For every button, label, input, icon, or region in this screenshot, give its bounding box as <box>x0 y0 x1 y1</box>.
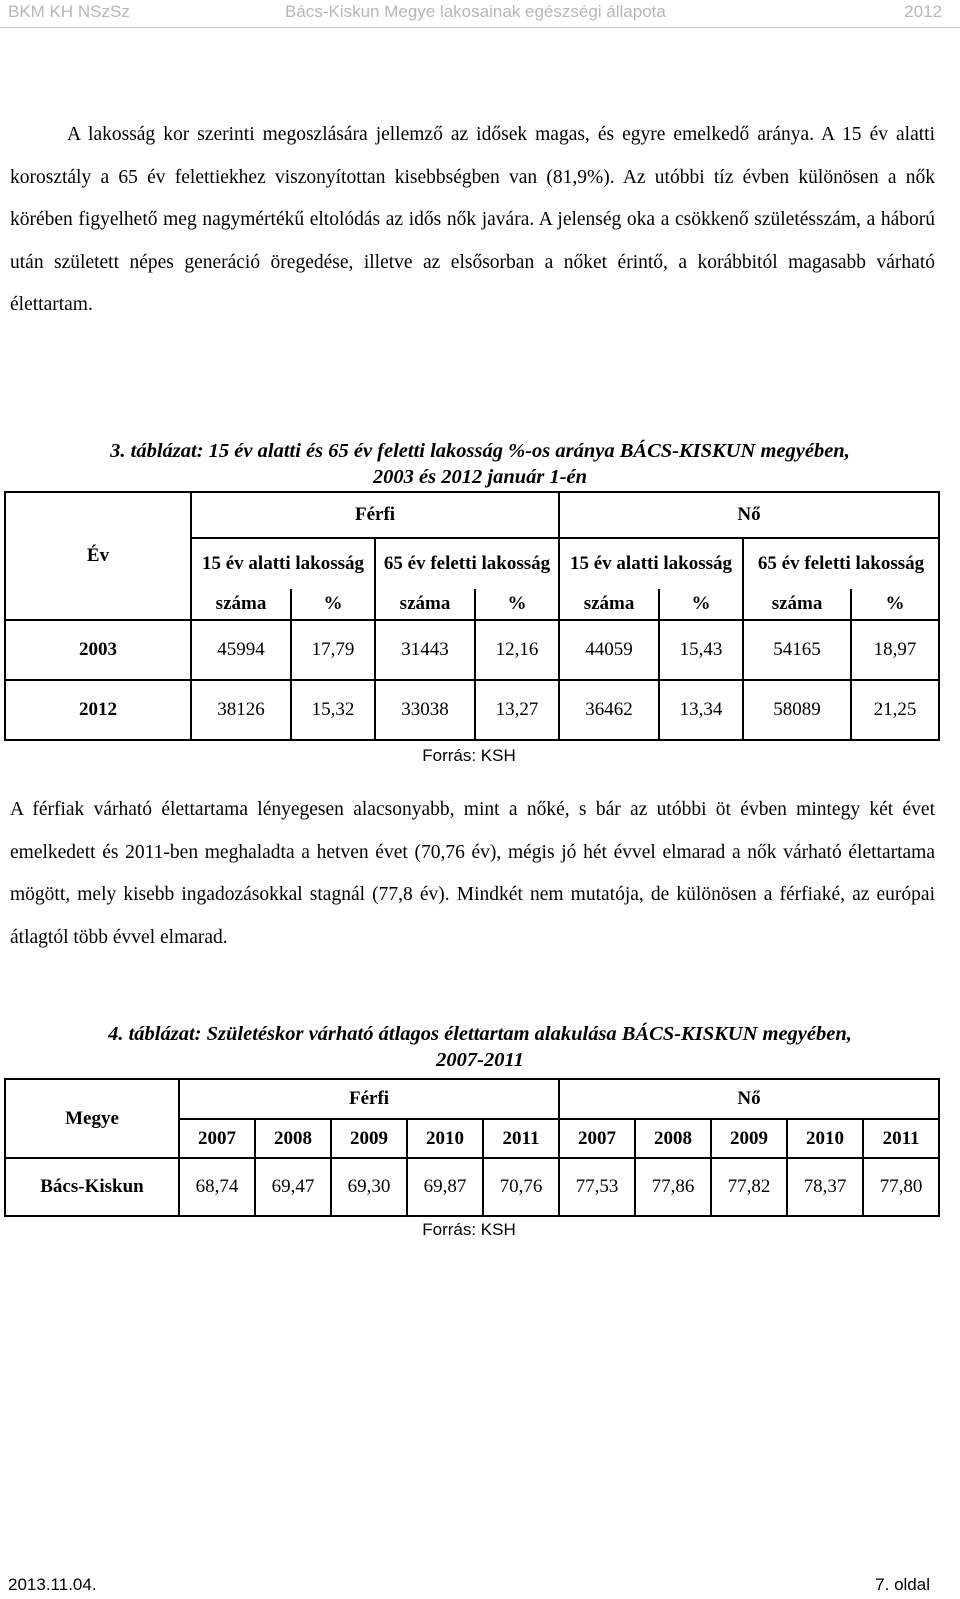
footer-page-number: 7. oldal <box>875 1575 930 1594</box>
paragraph-life-expectancy: A férfiak várható élettartama lényegesen alacsonyabb, mint a nőké, s bár az utóbbi öt évben mintegy két évet emelkedett és 2011-ben meghaladta a hetven évet (70,76 év), mégis jó hét évvel elmarad a nők várható élettartama mögött, mely kisebb ingadozásokkal stagnál (77,8 év). Mindkét nem mutatója, de különösen a férfiaké, az európai átlagtól több évvel elmarad. <box>10 799 935 948</box>
table-cell: 13,34 <box>659 680 743 740</box>
table-cell: 38126 <box>191 680 291 740</box>
table-cell: 31443 <box>375 620 475 680</box>
table-row <box>5 620 939 680</box>
table4-year-header: 2010 <box>787 1119 863 1158</box>
table4-source: Forrás: KSH <box>422 1220 516 1239</box>
table-cell: 69,30 <box>331 1158 407 1216</box>
table3-header-male: Férfi <box>191 492 559 538</box>
table4-year-header: 2009 <box>711 1119 787 1158</box>
table3-unit-count: száma <box>375 589 475 620</box>
table3-unit-pct: % <box>659 589 743 620</box>
table-cell: 69,87 <box>407 1158 483 1216</box>
footer-date: 2013.11.04. <box>8 1575 97 1594</box>
table3-sub-male-under15: 15 év alatti lakosság <box>191 538 375 589</box>
page-header <box>0 0 960 28</box>
table-row <box>5 680 939 740</box>
table-row <box>5 1158 939 1216</box>
table3-caption <box>0 438 960 490</box>
table3-unit-count: száma <box>743 589 851 620</box>
table4-year-header: 2008 <box>635 1119 711 1158</box>
table3-caption-line1: 3. táblázat: 15 év alatti és 65 év feletti lakosság %-os aránya BÁCS-KISKUN megyében, <box>110 440 850 462</box>
table3-header-female: Nő <box>559 492 939 538</box>
table4-header-female: Nő <box>559 1079 939 1119</box>
table4-header-male: Férfi <box>179 1079 559 1119</box>
table3-sub-male-over65: 65 év feletti lakosság <box>375 538 559 589</box>
table-cell: 18,97 <box>851 620 939 680</box>
table-cell: 58089 <box>743 680 851 740</box>
table4-year-header: 2011 <box>483 1119 559 1158</box>
table3-sub-female-under15: 15 év alatti lakosság <box>559 538 743 589</box>
table-cell: 17,79 <box>291 620 375 680</box>
table-cell: 15,32 <box>291 680 375 740</box>
table-cell: 21,25 <box>851 680 939 740</box>
table-cell: 54165 <box>743 620 851 680</box>
table-cell: 12,16 <box>475 620 559 680</box>
table-cell: 68,74 <box>179 1158 255 1216</box>
table4-year-header: 2007 <box>559 1119 635 1158</box>
table3-unit-count: száma <box>191 589 291 620</box>
table3-unit-count: száma <box>559 589 659 620</box>
table-cell: 36462 <box>559 680 659 740</box>
table-cell: 15,43 <box>659 620 743 680</box>
table3-caption-line2: 2003 és 2012 január 1-én <box>372 466 588 488</box>
table-cell: 13,27 <box>475 680 559 740</box>
table4-header-county: Megye <box>5 1079 179 1158</box>
table4-caption-line2: 2007-2011 <box>436 1049 524 1071</box>
table-cell: 70,76 <box>483 1158 559 1216</box>
table3-unit-pct: % <box>851 589 939 620</box>
table3-source: Forrás: KSH <box>422 746 516 765</box>
table3-row-year: 2012 <box>5 680 191 740</box>
table4-caption <box>0 1021 960 1073</box>
table4-year-header: 2010 <box>407 1119 483 1158</box>
table-cell: 78,37 <box>787 1158 863 1216</box>
table3-row-year: 2003 <box>5 620 191 680</box>
table4-year-header: 2009 <box>331 1119 407 1158</box>
table-cell: 77,82 <box>711 1158 787 1216</box>
table4-caption-line1: 4. táblázat: Születéskor várható átlagos élettartam alakulása BÁCS-KISKUN megyében, <box>108 1023 852 1045</box>
table4-life-expectancy <box>4 1078 940 1217</box>
table3-sub-female-over65: 65 év feletti lakosság <box>743 538 939 589</box>
header-year: 2012 <box>904 2 942 21</box>
table-cell: 44059 <box>559 620 659 680</box>
header-org: BKM KH NSzSz <box>8 2 130 21</box>
table3-unit-pct: % <box>291 589 375 620</box>
table-cell: 77,53 <box>559 1158 635 1216</box>
table-cell: 45994 <box>191 620 291 680</box>
table3-age-share <box>4 491 940 741</box>
table4-year-header: 2011 <box>863 1119 939 1158</box>
header-title: Bács-Kiskun Megye lakosainak egészségi állapota <box>285 2 666 21</box>
paragraph-age-distribution: A lakosság kor szerinti megoszlására jellemző az idősek magas, és egyre emelkedő aránya. A 15 év alatti korosztály a 65 év felettiekhez viszonyítottan kisebbségben van (81,9%). Az utóbbi tíz évben különösen a nők körében figyelhető meg nagymértékű eltolódás az idős nők javára. A jelenség oka a csökkenő születésszám, a háború után született népes generáció öregedése, illetve az elsősorban a nőket érintő, a korábbitól magasabb várható élettartam. <box>10 124 935 315</box>
table3-unit-pct: % <box>475 589 559 620</box>
table4-row-county: Bács-Kiskun <box>5 1158 179 1216</box>
table3-header-year: Év <box>5 492 191 620</box>
table4-year-header: 2007 <box>179 1119 255 1158</box>
table-cell: 33038 <box>375 680 475 740</box>
table4-year-header: 2008 <box>255 1119 331 1158</box>
table-cell: 77,86 <box>635 1158 711 1216</box>
table-cell: 77,80 <box>863 1158 939 1216</box>
table-cell: 69,47 <box>255 1158 331 1216</box>
